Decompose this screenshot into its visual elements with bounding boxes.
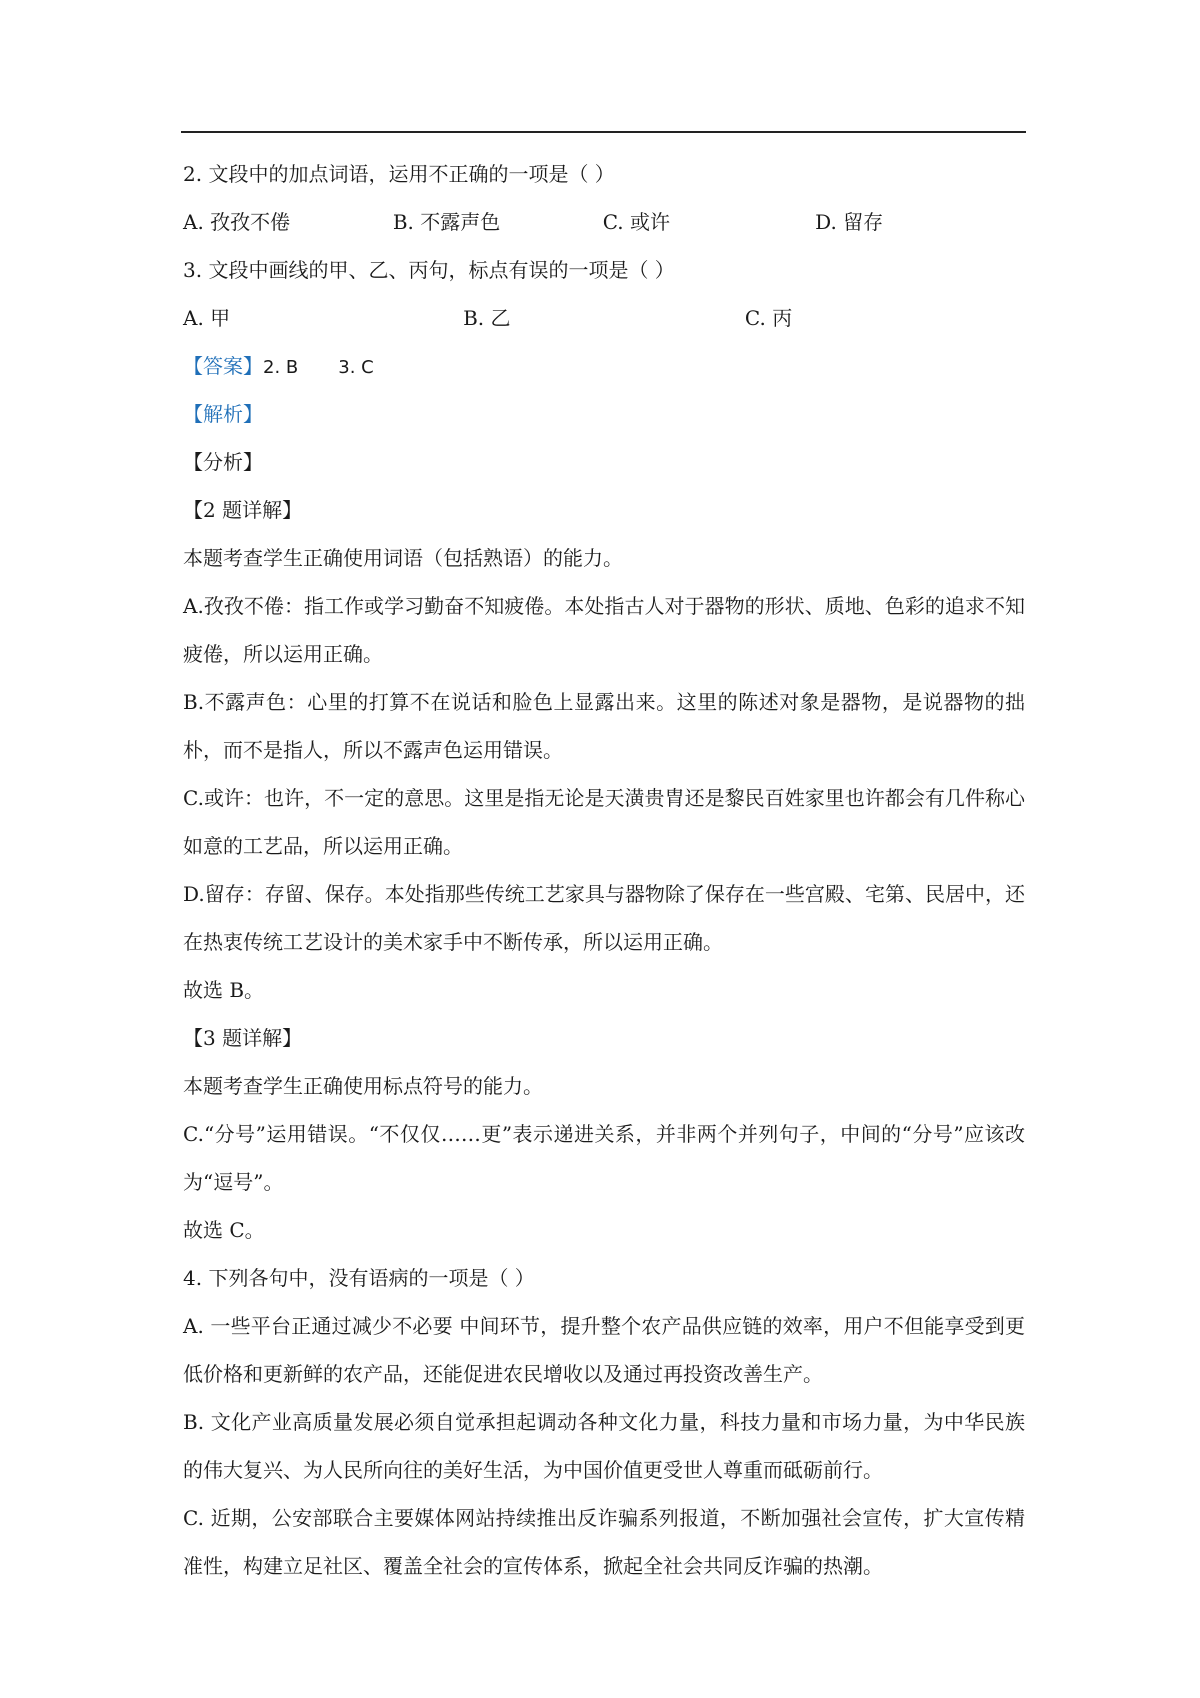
answer-line [183,342,1025,390]
detail-2-intro: 本题考查学生正确使用词语（包括熟语）的能力。 [183,546,623,570]
question-3-options [183,294,1025,342]
detail-2-option-d: D.留存：存留、保存。本处指那些传统工艺家具与器物除了保存在一些宫殿、宅第、民居中，还在热衷传统工艺设计的美术家手中不断传承，所以运用正确。 [183,882,1025,954]
detail-2-option-a: A.孜孜不倦：指工作或学习勤奋不知疲倦。本处指古人对于器物的形状、质地、色彩的追求不知疲倦，所以运用正确。 [183,594,1025,666]
answer-2: 2. B [263,357,299,378]
question-2-options [183,198,1025,246]
question-2-option-d: D. 留存 [815,210,884,234]
question-2-option-b: B. 不露声色 [392,210,501,234]
fenxi-tag: 【分析】 [183,450,263,474]
question-4-option-c: C. 近期，公安部联合主要媒体网站持续推出反诈骗系列报道，不断加强社会宣传，扩大宣传精准性，构建立足社区、覆盖全社会的宣传体系，掀起全社会共同反诈骗的热潮。 [183,1506,1025,1578]
detail-2-conclusion: 故选 B。 [183,978,265,1002]
detail-3-option-c: C.“分号”运用错误。“不仅仅……更”表示递进关系，并非两个并列句子，中间的“分号”应该改为“逗号”。 [183,1122,1025,1194]
answer-3: 3. C [338,357,374,378]
question-4-option-b: B. 文化产业高质量发展必须自觉承担起调动各种文化力量，科技力量和市场力量，为中华民族的伟大复兴、为人民所向往的美好生活，为中国价值更受世人尊重而砥砺前行。 [183,1410,1025,1482]
question-4-stem: 4. 下列各句中，没有语病的一项是（ ） [183,1266,535,1290]
analysis-tag: 【解析】 [183,402,263,426]
question-2-stem: 2. 文段中的加点词语，运用不正确的一项是（ ） [183,162,615,186]
question-3-stem: 3. 文段中画线的甲、乙、丙句，标点有误的一项是（ ） [183,258,675,282]
question-2-option-c: C. 或许 [602,210,671,234]
detail-3-conclusion: 故选 C。 [183,1218,265,1242]
detail-2-tag: 【2 题详解】 [183,498,303,522]
question-3-option-a: A. 甲 [183,306,231,330]
detail-3-tag: 【3 题详解】 [183,1026,303,1050]
question-2-option-a: A. 孜孜不倦 [183,210,291,234]
detail-2-option-b: B.不露声色：心里的打算不在说话和脸色上显露出来。这里的陈述对象是器物，是说器物的拙朴，而不是指人，所以不露声色运用错误。 [183,690,1025,762]
question-4-option-a: A. 一些平台正通过减少不必要 中间环节，提升整个农产品供应链的效率，用户不但能享受到更低价格和更新鲜的农产品，还能促进农民增收以及通过再投资改善生产。 [183,1314,1025,1386]
question-3-option-b: B. 乙 [463,306,511,330]
document-body [183,150,1025,1590]
detail-3-intro: 本题考查学生正确使用标点符号的能力。 [183,1074,543,1098]
question-3-option-c: C. 丙 [744,306,793,330]
header-rule [181,131,1026,133]
answer-tag: 【答案】 [183,354,263,378]
detail-2-option-c: C.或许：也许，不一定的意思。这里是指无论是天潢贵胄还是黎民百姓家里也许都会有几件称心如意的工艺品，所以运用正确。 [183,786,1025,858]
